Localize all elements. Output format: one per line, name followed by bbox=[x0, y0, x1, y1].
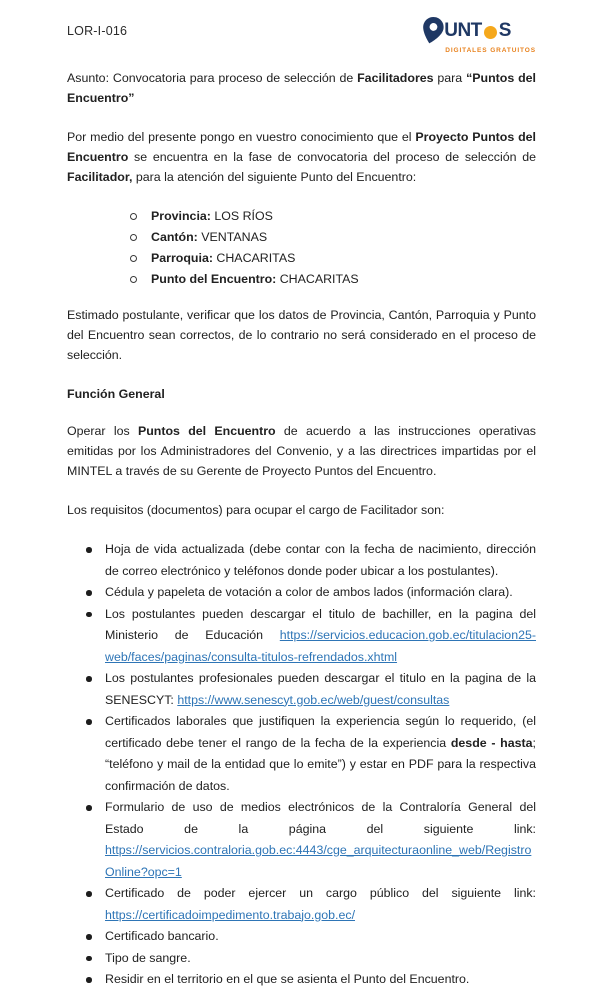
text: Los requisitos (documentos) para ocupar el cargo de Facilitador son: bbox=[67, 503, 445, 517]
bold-text: Puntos del Encuentro bbox=[137, 424, 276, 438]
location-item bbox=[128, 269, 536, 290]
hyperlink[interactable]: https://servicios.contraloria.gob.ec:4443/cge_arquitecturaonline_web/RegistroOnline?opc=1 bbox=[105, 843, 532, 879]
text: LOS RÍOS bbox=[210, 209, 273, 223]
bold-text: Cantón: bbox=[151, 230, 198, 244]
text: para bbox=[433, 71, 467, 85]
text: Certificado bancario. bbox=[105, 929, 219, 943]
text: Tipo de sangre. bbox=[105, 950, 191, 965]
text: Certificados laborales que justifiquen la experiencia según lo requerido, (el certificado debe tener el rango de la fecha de la experiencia bbox=[105, 714, 536, 750]
location-item bbox=[128, 206, 536, 227]
brand-letter-s: S bbox=[498, 20, 511, 41]
requirement-item bbox=[85, 711, 536, 797]
bold-text: Proyecto Puntos del Encuentro bbox=[67, 130, 536, 164]
text: Cédula y papeleta de votación a color de ambos lados (información clara). bbox=[105, 585, 513, 599]
requirements-list bbox=[67, 539, 536, 991]
document-code: LOR-I-016 bbox=[67, 24, 128, 38]
location-item bbox=[128, 227, 536, 248]
logo-subtitle: DIGITALES GRATUITOS bbox=[445, 47, 536, 54]
location-item bbox=[128, 248, 536, 269]
bold-text: desde - hasta bbox=[450, 735, 533, 750]
bold-text: Facilitador, bbox=[67, 170, 133, 184]
text: ; “teléfono y mail de la entidad que lo emite”) y estar en PDF para la respectiva confirmación de datos. bbox=[105, 735, 536, 793]
puntos-logo-wordmark bbox=[421, 16, 511, 45]
bold-text: Parroquia: bbox=[151, 251, 213, 265]
funcion-general-paragraph bbox=[67, 421, 536, 481]
brand-o-dot-icon bbox=[484, 26, 497, 39]
hyperlink[interactable]: https://servicios.educacion.gob.ec/titulacion25-web/faces/paginas/consulta-titulos-refrendados.xhtml bbox=[105, 628, 536, 664]
requirement-item bbox=[85, 604, 536, 669]
bold-text: Punto del Encuentro: bbox=[151, 272, 277, 286]
document-header bbox=[67, 16, 536, 54]
hyperlink[interactable]: https://www.senescyt.gob.ec/web/guest/consultas bbox=[177, 692, 450, 707]
requisitos-intro bbox=[67, 500, 536, 520]
requirement-item bbox=[85, 948, 536, 970]
text: Los postulantes profesionales pueden descargar el titulo en la pagina de la SENESCYT: bbox=[105, 671, 536, 707]
requirement-item bbox=[85, 539, 536, 582]
text: Por medio del presente pongo en vuestro conocimiento que el bbox=[67, 130, 416, 144]
text: Los postulantes pueden descargar el titulo de bachiller, en la pagina del Ministerio de Educación bbox=[105, 606, 536, 642]
puntos-logo bbox=[421, 16, 536, 54]
text: Certificado de poder ejercer un cargo público del siguiente link: bbox=[105, 886, 536, 900]
verification-paragraph bbox=[67, 305, 536, 365]
bold-text: “Puntos del Encuentro” bbox=[67, 71, 537, 105]
requirement-item bbox=[85, 668, 536, 711]
bold-text: Facilitadores bbox=[357, 71, 434, 85]
intro-paragraph bbox=[67, 127, 536, 187]
requirement-item bbox=[85, 883, 536, 926]
requirement-item bbox=[85, 969, 536, 991]
funcion-general-heading: Función General bbox=[67, 387, 165, 401]
text: CHACARITAS bbox=[212, 251, 296, 265]
bold-text: Provincia: bbox=[151, 209, 211, 223]
text: CHACARITAS bbox=[276, 272, 359, 286]
requirement-item bbox=[85, 926, 536, 948]
location-list bbox=[128, 206, 536, 290]
text: se encuentra en la fase de convocatoria del proceso de selección de bbox=[128, 150, 536, 164]
text: VENTANAS bbox=[197, 230, 268, 244]
text: Asunto: Convocatoria para proceso de selección de bbox=[67, 71, 358, 85]
map-pin-p-icon bbox=[421, 16, 445, 45]
text: Estimado postulante, verificar que los datos de Provincia, Cantón, Parroquia y Punto del Encuentro sean correctos, de lo contrario no será considerado en el proceso de selección. bbox=[67, 308, 536, 362]
text: de acuerdo a las instrucciones operativas emitidas por los Administradores del Convenio, y a las directrices impartidas por el MINTEL a través de su Gerente de Proyecto Puntos del Encuentro. bbox=[67, 424, 536, 478]
text: Formulario de uso de medios electrónicos de la Contraloría General del Estado de la página del siguiente link: bbox=[105, 800, 536, 836]
text: Hoja de vida actualizada (debe contar con la fecha de nacimiento, dirección de correo electrónico y teléfonos donde poder ubicar a los postulantes). bbox=[105, 542, 536, 578]
brand-letters-unt: UNT bbox=[444, 20, 482, 41]
requirement-item bbox=[85, 797, 536, 883]
text: para la atención del siguiente Punto del Encuentro: bbox=[132, 170, 417, 184]
text: Residir en el territorio en el que se asienta el Punto del Encuentro. bbox=[105, 972, 470, 986]
hyperlink[interactable]: https://certificadoimpedimento.trabajo.gob.ec/ bbox=[105, 907, 356, 922]
requirement-item bbox=[85, 582, 536, 604]
text: Operar los bbox=[67, 424, 138, 438]
subject-line bbox=[67, 68, 536, 108]
document-body bbox=[67, 68, 536, 991]
